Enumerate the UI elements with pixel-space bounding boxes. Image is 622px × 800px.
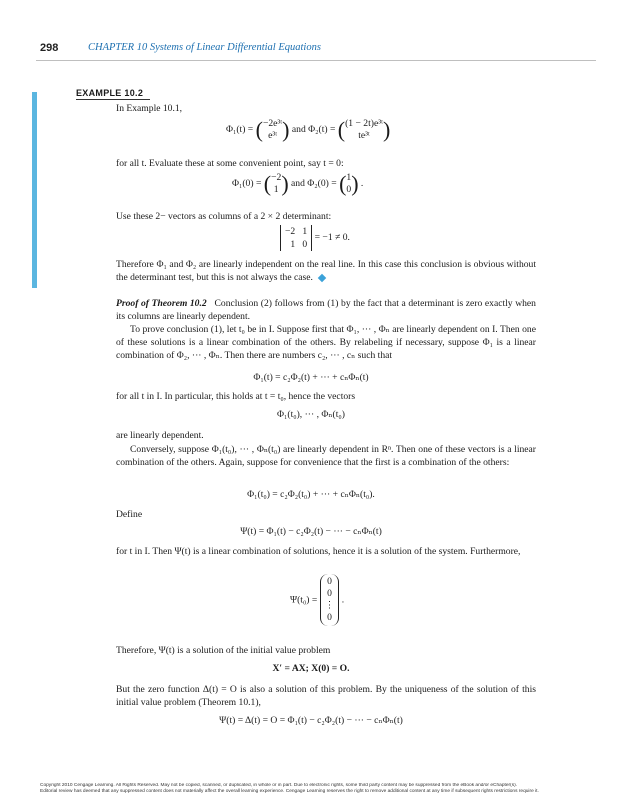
example-title: EXAMPLE 10.2	[76, 88, 144, 98]
proof-paragraph-7: for t in I. Then Ψ(t) is a linear combination of solutions, hence it is a solution of the system. Furthermore,	[116, 546, 521, 557]
equation-6: X′ = AX; X(0) = O.	[272, 663, 350, 674]
proof-p1: Conclusion (2) follows from (1) by the fact that a determinant is zero exactly when its columns are linearly dependent.	[116, 298, 536, 322]
proof-paragraph-9: But the zero function Δ(t) = O is also a solution of this problem. By the uniqueness of the solution of this initial value problem (Theorem 10.1),	[116, 684, 536, 708]
phi2-bottom: te³ᵗ	[358, 130, 370, 141]
proof-define: Define	[116, 509, 143, 520]
zero-vector-entry: 0	[327, 612, 332, 623]
equation-phi-at-zero: Φ₁(0) = (−2 1 ) and Φ₂(0) = (1 0) .	[232, 171, 364, 196]
eval-line: for all t. Evaluate these at some convenient point, say t = 0:	[116, 158, 344, 169]
therefore-paragraph	[116, 258, 536, 284]
equation-7: Ψ(t) = Δ(t) = O = Φ₁(t) − c₂Φ₂(t) − ··· − cₙΦₙ(t)	[219, 715, 403, 726]
phi1-0-lhs: Φ₁(0) =	[232, 178, 262, 190]
page-number: 298	[40, 42, 59, 54]
phi1-bottom: e³ᵗ	[268, 130, 278, 141]
proof-paragraph-1	[116, 297, 536, 323]
and-phi2-0: and Φ₂(0) =	[291, 178, 337, 190]
header-rule	[36, 60, 596, 61]
example-intro: In Example 10.1,	[116, 103, 183, 114]
phi1-0-top: −2	[271, 172, 282, 183]
equation-1: Φ₁(t) = c₂Φ₂(t) + ··· + cₙΦₙ(t)	[253, 372, 369, 383]
end-of-example-diamond-icon	[318, 274, 326, 282]
proof-paragraph-2: To prove conclusion (1), let t₀ be in I. Suppose first that Φ₁, ··· , Φₙ are linearly dependent on I. Then one of these solutions is a linear combination of the others. By relabeling if necessary, suppose Φ₁ is a linear combination of Φ₂, ··· , Φₙ. Then there are numbers c₂, ··· , cₙ such that	[116, 324, 536, 361]
phi1-lhs: Φ₁(t) =	[226, 124, 254, 136]
proof-paragraph-3: for all t in I. In particular, this holds at t = t₀, hence the vectors	[116, 391, 356, 402]
example-title-rule	[76, 99, 150, 100]
proof-paragraph-8: Therefore, Ψ(t) is a solution of the initial value problem	[116, 645, 331, 656]
proof-paragraph-4: are linearly dependent.	[116, 430, 204, 441]
equation-2: Φ₁(t₀), ··· , Φₙ(t₀)	[277, 409, 345, 420]
equation-phi-definitions: Φ₁(t) = (−2e³ᵗ e³ᵗ ) and Φ₂(t) = ((1 − 2t)e³ᵗ te³ᵗ )	[226, 117, 391, 142]
footer-line-2: Editorial review has deemed that any suppressed content does not materially affect the overall learning experience. Cengage Learning reserves the right to remove additional content at any time if subsequent rights restrictions require it.	[40, 789, 539, 794]
phi1-top: −2e³ᵗ	[262, 118, 283, 129]
equation-5	[290, 574, 344, 626]
zero-vector-entry: 0	[327, 576, 332, 587]
copyright-footer	[40, 783, 600, 795]
phi2-0-top: 1	[346, 172, 352, 183]
phi1-0-bottom: 1	[273, 184, 279, 195]
chapter-title: CHAPTER 10 Systems of Linear Differential Equations	[88, 42, 321, 53]
phi2-top: (1 − 2t)e³ᵗ	[345, 118, 383, 129]
footer-line-1: Copyright 2010 Cengage Learning. All Rights Reserved. May not be copied, scanned, or duplicated, in whole or in part. Due to electronic rights, some third party content may be suppressed from the eBook and/or eChapter(s).	[40, 783, 518, 788]
use-vectors-line: Use these 2− vectors as columns of a 2 × 2 determinant:	[116, 211, 332, 222]
therefore-text: Therefore Φ₁ and Φ₂ are linearly independent on the real line. In this case this conclusion is obvious without the determinant test, but this is not always the case.	[116, 259, 536, 283]
zero-vector-entry: ⋮	[324, 600, 335, 611]
period: .	[360, 178, 364, 190]
det-row-2: 1 0	[290, 239, 308, 250]
example-sidebar-bar	[32, 92, 37, 288]
zero-vector-entry: 0	[327, 588, 332, 599]
equation-4: Ψ(t) = Φ₁(t) − c₂Φ₂(t) − ··· − cₙΦₙ(t)	[240, 526, 382, 537]
det-result: = −1 ≠ 0.	[314, 232, 350, 244]
psi-t0-lhs: Ψ(t₀) =	[290, 594, 318, 606]
and-phi2: and Φ₂(t) =	[291, 124, 336, 136]
equation-5-period: .	[341, 594, 345, 606]
phi2-0-bottom: 0	[346, 184, 352, 195]
determinant	[280, 225, 350, 251]
equation-3: Φ₁(t₀) = c₂Φ₂(t₀) + ··· + cₙΦₙ(t₀).	[247, 489, 375, 500]
proof-paragraph-5: Conversely, suppose Φ₁(t₀), ··· , Φₙ(t₀) are linearly dependent in Rⁿ. Then one of these vectors is a linear combination of the others. Again, suppose for convenience that the first is a combination of the others:	[116, 444, 536, 468]
det-row-1: −2 1	[285, 226, 308, 237]
proof-title: Proof of Theorem 10.2	[116, 298, 207, 309]
